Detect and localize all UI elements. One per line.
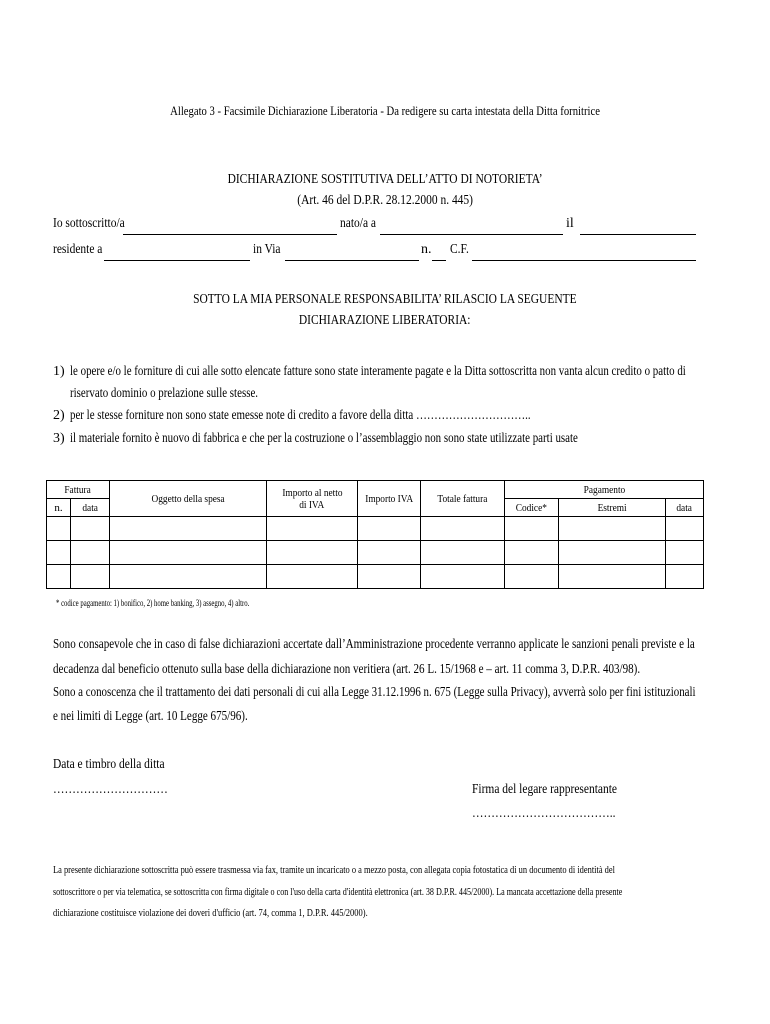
nato-field[interactable] <box>380 222 563 235</box>
item-number: 3) <box>53 431 65 446</box>
item-text: per le stesse forniture non sono state emesse note di credito a favore della ditta ………………………….. <box>70 408 531 423</box>
il-field[interactable] <box>580 222 696 235</box>
fatture-table <box>46 480 704 589</box>
table-cell[interactable] <box>358 541 421 565</box>
fattura-header: Fattura <box>47 481 110 499</box>
codice-header: Codice* <box>505 499 559 517</box>
numero-label: n. <box>421 242 432 257</box>
n-header: n. <box>47 499 71 517</box>
cf-field[interactable] <box>472 248 696 261</box>
numero-field[interactable] <box>432 248 446 261</box>
nato-label: nato/a a <box>340 216 377 231</box>
codice-pagamento-note: * codice pagamento: 1) bonifico, 2) home banking, 3) assegno, 4) altro. <box>56 598 250 608</box>
cf-label: C.F. <box>450 242 469 257</box>
table-cell[interactable] <box>421 541 505 565</box>
privacy-paragraph: Sono a conoscenza che il trattamento dei dati personali di cui alla Legge 31.12.1996 n. 675 (Legge sulla Privacy), avverrà solo per fini istituzionali <box>53 685 696 700</box>
table-cell[interactable] <box>266 541 358 565</box>
table-cell[interactable] <box>109 565 266 589</box>
document-header: Allegato 3 - Facsimile Dichiarazione Liberatoria - Da redigere su carta intestata della Ditta fornitrice <box>170 103 600 118</box>
table-cell[interactable] <box>47 517 71 541</box>
document-subtitle: (Art. 46 del D.P.R. 28.12.2000 n. 445) <box>297 193 473 208</box>
table-cell[interactable] <box>505 565 559 589</box>
responsabilita-heading: SOTTO LA MIA PERSONALE RESPONSABILITA’ RILASCIO LA SEGUENTE <box>193 292 577 307</box>
consapevole-paragraph-continued: decadenza dal beneficio ottenuto sulla base della dichiarazione non veritiera (art. 26 L. 15/1968 e – art. 11 comma 3, D.P.R. 403/98). <box>53 662 641 677</box>
table-cell[interactable] <box>665 565 703 589</box>
table-cell[interactable] <box>70 541 109 565</box>
responsabilita-subheading: DICHIARAZIONE LIBERATORIA: <box>299 313 471 328</box>
item-text: il materiale fornito è nuovo di fabbrica e che per la costruzione o l’assemblaggio non sono state utilizzate parti usate <box>70 431 578 446</box>
residente-field[interactable] <box>104 248 250 261</box>
il-label: il <box>566 216 574 231</box>
table-cell[interactable] <box>421 565 505 589</box>
consapevole-paragraph: Sono consapevole che in caso di false dichiarazioni accertate dall’Amministrazione procedente verranno applicate le sanzioni penali previste e la <box>53 637 695 652</box>
table-cell[interactable] <box>109 517 266 541</box>
oggetto-header: Oggetto della spesa <box>109 481 266 517</box>
footer-note-continued: sottoscrittore o per via telematica, se sottoscritta con firma digitale o con l'uso della carta d'identità elettronica (art. 38 D.P.R. 445/2000). La mancata accettazione della presente <box>53 886 623 898</box>
table-row <box>47 541 704 565</box>
firma-field[interactable]: ……………………………….. <box>472 806 616 821</box>
table-cell[interactable] <box>109 541 266 565</box>
table-cell[interactable] <box>266 565 358 589</box>
table-row <box>47 565 704 589</box>
table-cell[interactable] <box>559 517 666 541</box>
sottoscritto-field[interactable] <box>123 222 337 235</box>
item-number: 2) <box>53 408 65 423</box>
footer-note-end: dichiarazione costituisce violazione dei doveri d'ufficio (art. 74, comma 1, D.P.R. 445/2000). <box>53 907 368 919</box>
data-timbro-label: Data e timbro della ditta <box>53 757 165 772</box>
table-cell[interactable] <box>559 565 666 589</box>
importo-iva-header: Importo IVA <box>358 481 421 517</box>
data-timbro-field[interactable]: ………………………… <box>53 782 168 797</box>
table-cell[interactable] <box>70 565 109 589</box>
estremi-header: Estremi <box>559 499 666 517</box>
via-field[interactable] <box>285 248 419 261</box>
table-cell[interactable] <box>665 517 703 541</box>
totale-header: Totale fattura <box>421 481 505 517</box>
importo-netto-header: Importo al netto di IVA <box>266 481 358 517</box>
table-cell[interactable] <box>70 517 109 541</box>
item-text-continued: riservato dominio o prelazione sulle stesse. <box>70 386 259 401</box>
pagamento-header: Pagamento <box>505 481 704 499</box>
item-text: le opere e/o le forniture di cui alle sotto elencate fatture sono state interamente pagate e la Ditta sottoscritta non vanta alcun credito o patto di <box>70 364 686 379</box>
table-cell[interactable] <box>665 541 703 565</box>
table-cell[interactable] <box>559 541 666 565</box>
table-cell[interactable] <box>358 565 421 589</box>
residente-label: residente a <box>53 242 103 257</box>
table-cell[interactable] <box>505 517 559 541</box>
document-title: DICHIARAZIONE SOSTITUTIVA DELL’ATTO DI NOTORIETA’ <box>227 172 543 187</box>
item-number: 1) <box>53 364 65 379</box>
privacy-paragraph-continued: e nei limiti di Legge (art. 10 Legge 675/96). <box>53 709 248 724</box>
data-header: data <box>70 499 109 517</box>
table-cell[interactable] <box>421 517 505 541</box>
firma-label: Firma del legare rappresentante <box>472 782 618 797</box>
footer-note: La presente dichiarazione sottoscritta può essere trasmessa via fax, tramite un incaricato o a mezzo posta, con allegata copia fotostatica di un documento di identità del <box>53 864 615 876</box>
table-cell[interactable] <box>358 517 421 541</box>
table-cell[interactable] <box>266 517 358 541</box>
sottoscritto-label: Io sottoscritto/a <box>53 216 125 231</box>
table-cell[interactable] <box>47 565 71 589</box>
via-label: in Via <box>253 242 281 257</box>
table-cell[interactable] <box>505 541 559 565</box>
table-cell[interactable] <box>47 541 71 565</box>
table-row <box>47 517 704 541</box>
pag-data-header: data <box>665 499 703 517</box>
